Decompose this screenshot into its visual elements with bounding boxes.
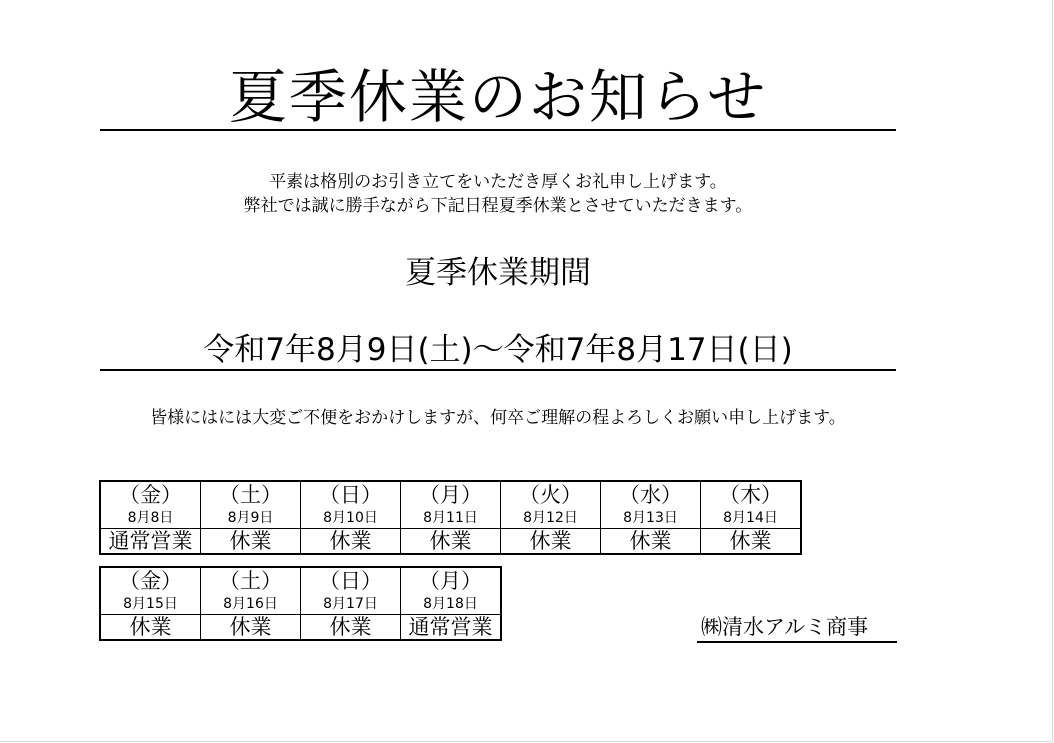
intro-line-1: 平素は格別のお引き立てをいただき厚くお礼申し上げます。 [269, 172, 727, 192]
date-cell: 8月12日 [501, 508, 601, 529]
day-of-week-cell: （日） [301, 567, 401, 594]
day-of-week-cell: （日） [301, 481, 401, 508]
date-cell: 8月15日 [100, 594, 201, 615]
day-of-week-cell: （土） [201, 481, 301, 508]
date-cell: 8月13日 [601, 508, 701, 529]
day-of-week-cell: （土） [201, 567, 301, 594]
status-cell: 通常営業 [401, 615, 502, 641]
title-underline [100, 129, 896, 131]
date-cell: 8月17日 [301, 594, 401, 615]
status-cell: 休業 [301, 529, 401, 555]
page-title: 夏季休業のお知らせ [228, 63, 768, 131]
period-dates: 令和7年8月9日(土)～令和7年8月17日(日) [203, 332, 793, 368]
date-cell: 8月10日 [301, 508, 401, 529]
date-cell: 8月14日 [701, 508, 802, 529]
day-of-week-cell: （木） [701, 481, 802, 508]
date-cell: 8月8日 [100, 508, 201, 529]
calendar-week-1 [99, 480, 802, 555]
status-cell: 通常営業 [100, 529, 201, 555]
day-of-week-cell: （火） [501, 481, 601, 508]
status-cell: 休業 [401, 529, 501, 555]
apology-text: 皆様にはには大変ご不便をおかけしますが、何卒ご理解の程よろしくお願い申し上げます。 [150, 408, 846, 428]
date-cell: 8月18日 [401, 594, 502, 615]
day-of-week-cell: （月） [401, 567, 502, 594]
status-cell: 休業 [501, 529, 601, 555]
intro-line-2: 弊社では誠に勝手ながら下記日程夏季休業とさせていただきます。 [243, 196, 753, 216]
period-underline [100, 369, 896, 371]
status-cell: 休業 [601, 529, 701, 555]
status-cell: 休業 [301, 615, 401, 641]
company-name: ㈱清水アルミ商事 [697, 613, 897, 643]
day-of-week-cell: （金） [100, 481, 201, 508]
date-cell: 8月16日 [201, 594, 301, 615]
date-cell: 8月11日 [401, 508, 501, 529]
day-of-week-cell: （金） [100, 567, 201, 594]
status-cell: 休業 [201, 615, 301, 641]
day-of-week-cell: （月） [401, 481, 501, 508]
day-of-week-cell: （水） [601, 481, 701, 508]
status-cell: 休業 [100, 615, 201, 641]
period-heading: 夏季休業期間 [405, 255, 591, 291]
status-cell: 休業 [701, 529, 802, 555]
calendar-week-2 [99, 566, 502, 641]
status-cell: 休業 [201, 529, 301, 555]
date-cell: 8月9日 [201, 508, 301, 529]
